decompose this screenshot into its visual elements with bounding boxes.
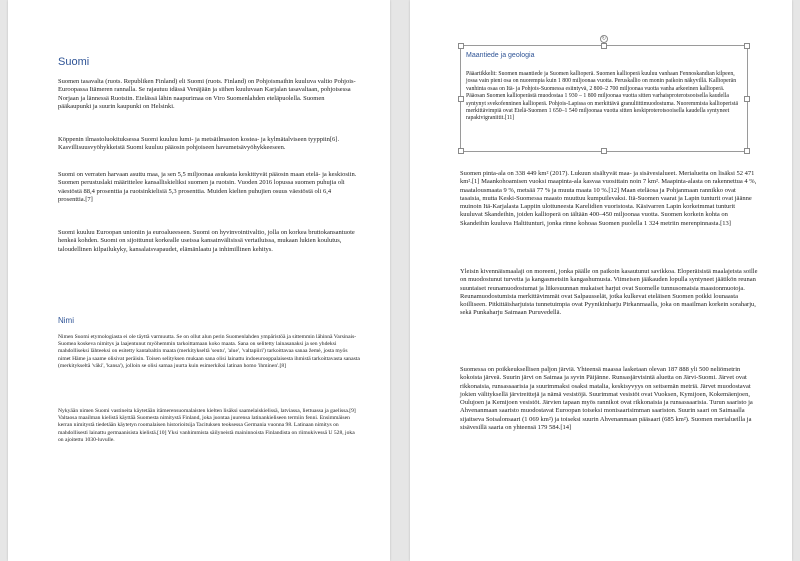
- climate-paragraph[interactable]: Köppenin ilmastoluokituksessa Suomi kuuluu lumi- ja metsäilmaston kostea- ja kylmätalviseen tyyppiin[6]. Kasvillisuusvyöhykkeistä Suomi kuuluu pääosin pohjoiseen havumetsävyöhykkeeseen.: [58, 136, 340, 152]
- resize-handle-top-right[interactable]: [744, 43, 750, 49]
- economy-paragraph[interactable]: Suomi kuuluu Euroopan unioniin ja euroalueeseen. Suomi on hyvinvointivaltio, jolla on korkea bruttokansantuote henkeä kohden. Suomi on sijoittunut korkealle useissa kansainvälisissä vertailuissa, mukaan lukien koulutus, taloudellinen kilpailukyky, kansalaisvapaudet, elämänlaatu ja inhimillinen kehitys.: [58, 229, 355, 253]
- resize-handle-bottom-right[interactable]: [744, 148, 750, 154]
- lakes-paragraph[interactable]: Suomessa on poikkeuksellisen paljon järviä. Yhteensä maassa lasketaan olevan 187 888 yli 500 neliömetrin kokoista järveä. Suurin järvi on Saimaa ja syvin Päijänne. Runsasjärvisintä aluetta on Järvi-Suomi. Järvet ovat rikkonaisia, runsassaarisia ja suurimmaksi osaksi matalia, keskisyvyys on seitsemän metriä. Järvet muodostavat jokien välityksellä järvireittejä ja nämä vesistöjä. Suurimmat vesistöt ovat Vuoksen, Kymijoen, Kokemäenjoen, Oulujoen ja Kemijoen vesistöt. Järvien tapaan myös rannikot ovat rikkonaisia ja runsassaarisia. Turun saaristo ja Ahvenanmaan saaristo muodostavat Euroopan toiseksi monisaarisimman saariston. Suurin saari on Saimaalla sijaitseva Soisalonsaari (1 069 km²) ja toiseksi suurin Ahvenanmaan pääsaari (685 km²). Suomen merialueilla ja sisävesillä saaria on yhteensä 179 584.[14]: [460, 366, 753, 432]
- textbox-body[interactable]: Pääartikkelit: Suomen maantiede ja Suomen kallioperä. Suomen kallioperä kuuluu vanhaan Fennoskandian kilpeen, jossa vain pieni osa on nuorempia kuin 1 800 miljoonaa vuotta. Peruskallio on monin paikoin näkyvillä. Kallioperän vanhinta osaa on Itä- ja Pohjois-Suomessa esiintyvä, 2 800–2 700 miljoonaa vuotta vanha arkeeinen kallioperä. Pääosan Suomen kallioperästä muodostaa 1 930 – 1 800 miljoonaa vuotta sitten varhaisproterotsooisella kaudella syntynyt svekofenninen kallioperä. Pohjois-Lapissa on merkittävä granuliittimuodostuma. Nuoremmista kallioperistä merkittävimpiä ovat Etelä-Suomen 1 650–1 540 miljoonaa vuotta sitten keskiproterotsooisella kaudella syntyneet rapakivigraniitit.[11]: [466, 71, 739, 122]
- name-etymology-paragraph[interactable]: Nimen Suomi etymologiasta ei ole täyttä varmuutta. Se on ollut alun perin Suomenlahden ympäristöä ja sittemmin lähinnä Varsinais-Suomea koskeva nimitys ja laajentunut myöhemmin tarkoittamaan koko maata. Sana on selitetty lainasanaksi ja sen yhdeksi mahdolliseksi lähteeksi on esitetty kantabaltin maata (merkitykseltä 'seutu', 'alue', 'valtapiiri') tarkoittavaa sanaa žemė, josta myös nimet Häme ja saame olisivat peräisin. Toisen selityksen mukaan sana olisi lainattu indoeurooppalaisesta ihmistä tarkoittavasta sanasta (merkitykseltä 'väki', 'kansa'), jolloin se olisi samaa juurta kuin esimerkiksi latinan homo 'ihminen'.[8]: [58, 334, 360, 369]
- area-paragraph[interactable]: Suomen pinta-ala on 338 449 km² (2017). Lukuun sisältyvät maa- ja sisävesialueet. Merialueita on lisäksi 52 471 km².[1] Maankohoamisen vuoksi maapinta-ala kasvaa vuosittain noin 7 km². Maapinta-alasta on rakennettua 4 %, maatalousmaata 9 %, metsää 77 % ja muuta maata 10 %.[12] Maan eteläosa ja Pohjanmaan rannikko ovat tasaisia, mutta Keski-Suomessa maasto muuttuu kumpuilevaksi. Itä-Suomen vaarat ja Lapin tunturit ovat jäänne muinoin Itä-Karjalasta Lappiin ulottuneesta Karelidien vuoristosta. Käsivarren Lapin korkeimmat tunturit kuuluvat Skandeihin, joiden kallioperä on iältään 400–450 miljoonaa vuotta. Suomen korkein kohta on Skandeihin kuuluva Haltitunturi, jonka rinne kohoaa Suomen puolella 1 324 metriin merenpinnasta.[13]: [460, 170, 757, 227]
- soil-paragraph[interactable]: Yleisin kivennäismaalaji on moreeni, jonka päälle on paikoin kasautunut savikkoa. Eloperäisistä maalajeista soille on muodostunut turvetta ja kangasmetsiin kangashumusta. Viimeisen jääkauden lopulla syntyneet jäätikön reunan suuntaiset reunamuodostumat ja liikesuunnan mukaiset harjut ovat Suomelle tunnusomaisia maastonmuotoja. Reunamuodostumista merkittävimmät ovat Salpausselät, jotka kulkevat eteläisen Suomen poikki lounaasta koilliseen. Pitkittäisharjuista tunnetuimpia ovat Pyynikinharju Pirkanmaalla, joka on maailman korkein soraharju, sekä Punkaharju Saimaan Puruvedellä.: [460, 268, 758, 317]
- resize-handle-bottom-left[interactable]: [458, 148, 464, 154]
- section-heading-nimi[interactable]: Nimi: [58, 316, 74, 325]
- population-paragraph[interactable]: Suomi on verraten harvaan asuttu maa, ja sen 5,5 miljoonaa asukasta keskittyvät pääosin maan etelä- ja keskiosiin. Suomen perustuslaki määrittelee kansalliskieliksi suomen ja ruotsin. Vuoden 2016 lopussa suomen puhujia oli väestöstä 88,4 prosenttia ja ruotsinkielisiä 5,3 prosenttia. Muiden kielten puhujien osuus väestöstä oli 6,4 prosenttia.[7]: [58, 171, 357, 203]
- textbox-title[interactable]: Maantiede ja geologia: [466, 52, 535, 59]
- page-title[interactable]: Suomi: [58, 56, 90, 68]
- resize-handle-left[interactable]: [458, 96, 464, 102]
- rotate-handle-icon[interactable]: ↻: [601, 36, 607, 42]
- resize-handle-top-left[interactable]: [458, 43, 464, 49]
- geology-text-box[interactable]: [460, 36, 748, 152]
- name-usage-paragraph[interactable]: Nykyään nimen Suomi vastineita käytetään itämerensuomalaisten kielten lisäksi saamelaiskielissä, latviassa, liettuassa ja gaelissa.[9] Valtaosa maailman kielistä käyttää Suomesta nimitystä Finland, joka juontaa juurensa latinankieliseen termiin fenni. Ensimmäisen kerran nimitystä tiedetään käytetyn roomalaisen historioitsija Tacituksen teoksessa Germania vuonna 98. Latinaan nimitys on mahdollisesti lainattu germaanisista kielistä.[10] Yksi vanhimmista säilyneistä maininnoista Finlandista on riimukivessä U 528, joka on ajoitettu 1030-luvulle.: [58, 408, 356, 443]
- intro-paragraph[interactable]: Suomen tasavalta (ruots. Republiken Finland) eli Suomi (ruots. Finland) on Pohjoismaihin kuuluva valtio Pohjois-Euroopassa Itämeren rannalla. Se rajautuu idässä Venäjään ja siihen kuuluvaan Karjalan tasavaltaan, pohjoisessa Norjaan ja lännessä Ruotsiin. Etelässä lähin naapurimaa on Viro Suomenlahden eteläpuolella. Suomen pääkaupunki ja suurin kaupunki on Helsinki.: [58, 78, 356, 110]
- resize-handle-bottom[interactable]: [601, 148, 607, 154]
- resize-handle-right[interactable]: [744, 96, 750, 102]
- document-page-right: [410, 0, 792, 561]
- resize-handle-top[interactable]: [601, 43, 607, 49]
- document-page-left: [8, 0, 390, 561]
